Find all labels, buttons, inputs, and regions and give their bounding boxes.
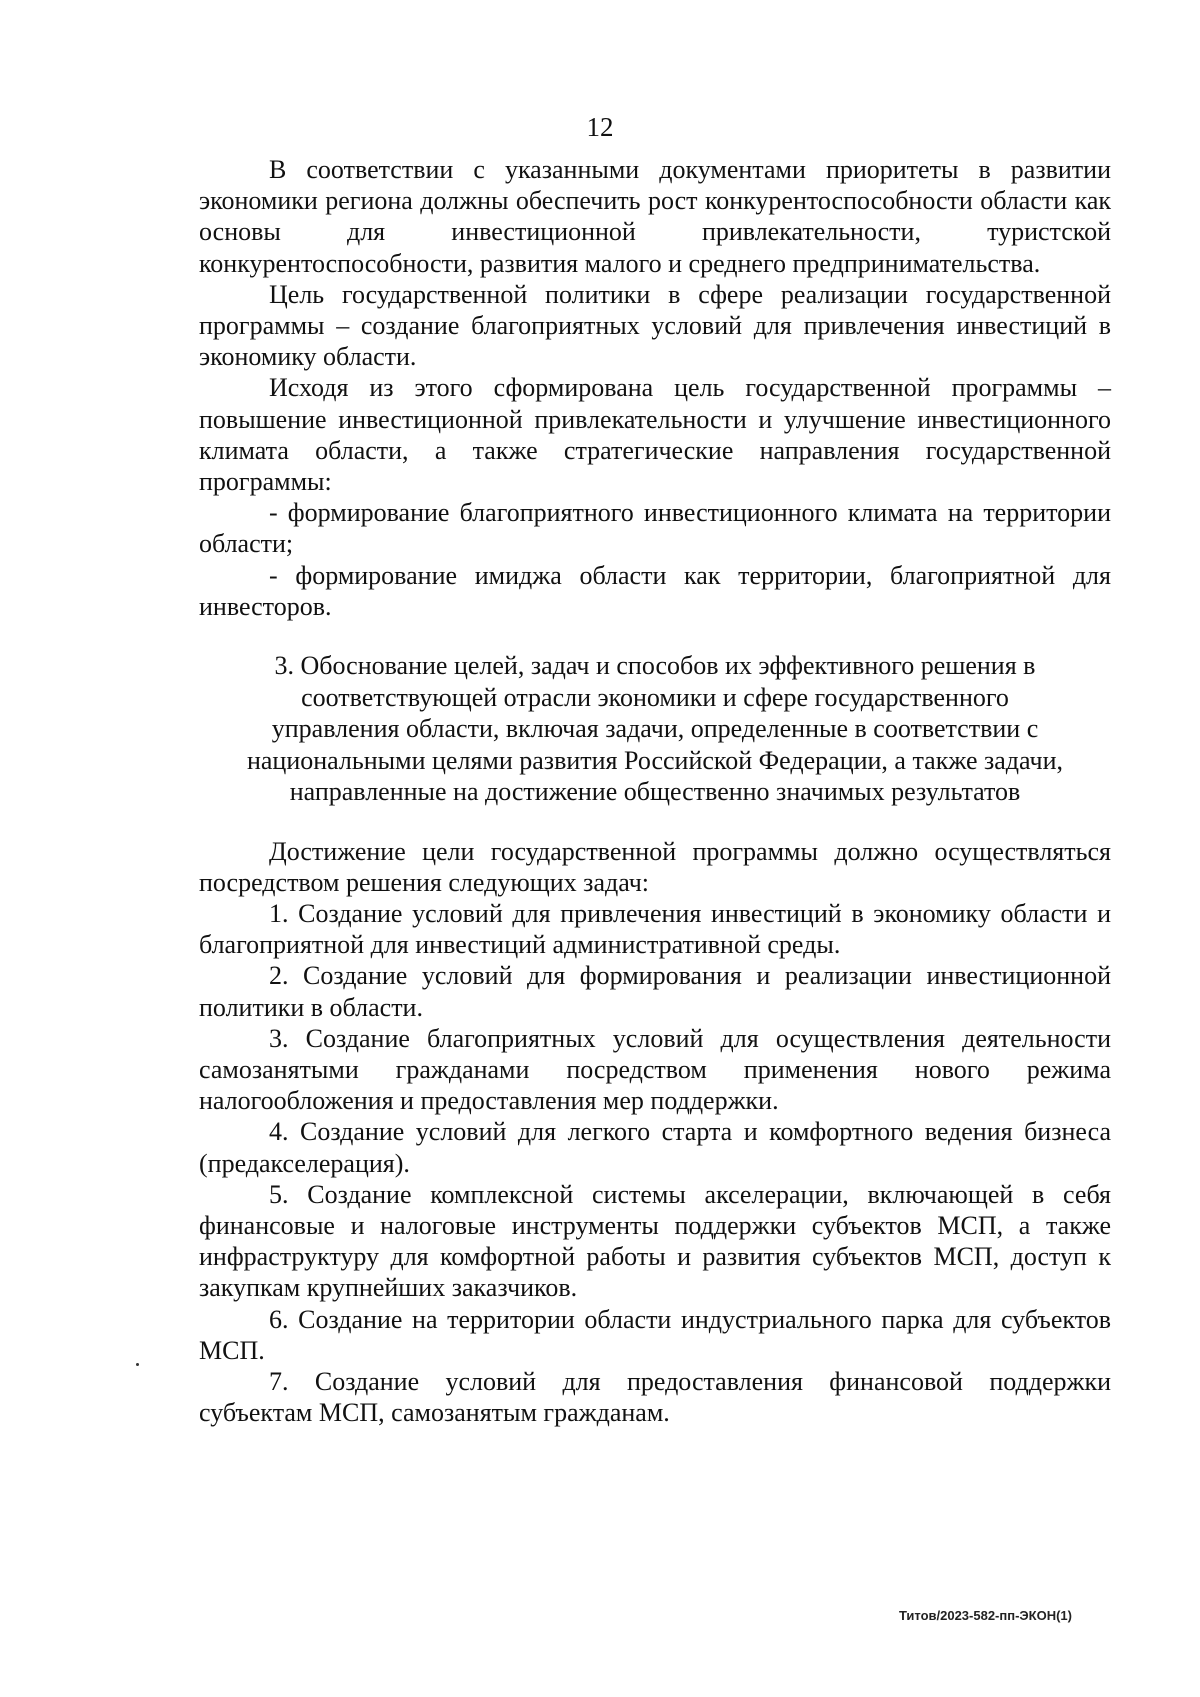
task-item-2: 2. Создание условий для формирования и реализации инвестиционной политики в области.	[199, 961, 1111, 1022]
section-heading-line: 3. Обоснование целей, задач и способов их эффективного решения в	[274, 651, 1036, 681]
paragraph-priorities: В соответствии с указанными документами приоритеты в развитии экономики региона должны обеспечить рост конкурентоспособности области как основы для инвестиционной привлекательности, туристской конкурентоспособности, развития малого и среднего предпринимательства.	[199, 155, 1111, 278]
list-item-direction-2: - формирование имиджа области как территории, благоприятной для инвесторов.	[199, 560, 1111, 621]
paragraph-tasks-intro: Достижение цели государственной программы должно осуществляться посредством решения следующих задач:	[199, 836, 1111, 897]
task-item-1: 1. Создание условий для привлечения инвестиций в экономику области и благоприятной для инвестиций административной среды.	[199, 898, 1111, 960]
section-heading-line: управления области, включая задачи, определенные в соответствии с	[271, 714, 1039, 744]
section-heading	[199, 650, 1111, 808]
task-item-6: 6. Создание на территории области индустриального парка для субъектов МСП.	[199, 1304, 1111, 1365]
task-item-4: 4. Создание условий для легкого старта и комфортного ведения бизнеса (предакселерация).	[199, 1117, 1111, 1178]
page-number: 12	[586, 112, 614, 142]
section-heading-line: направленные на достижение общественно значимых результатов	[289, 777, 1021, 807]
list-item-direction-1: - формирование благоприятного инвестиционного климата на территории области;	[199, 498, 1111, 559]
document-body	[199, 154, 1111, 1428]
paragraph-policy-goal: Цель государственной политики в сфере реализации государственной программы – создание благоприятных условий для привлечения инвестиций в экономику области.	[199, 279, 1111, 372]
section-heading-line: национальными целями развития Российской Федерации, а также задачи,	[246, 745, 1064, 775]
task-item-5: 5. Создание комплексной системы акселерации, включающей в себя финансовые и налоговые инструменты поддержки субъектов МСП, а также инфраструктуру для комфортной работы и развития субъектов МСП, доступ к закупкам крупнейших заказчиков.	[199, 1179, 1111, 1303]
document-code: Титов/2023-582-пп-ЭКОН(1)	[898, 1608, 1072, 1623]
task-item-3: 3. Создание благоприятных условий для осуществления деятельности самозанятыми гражданами посредством применения нового режима налогообложения и предоставления мер поддержки.	[199, 1023, 1111, 1116]
paragraph-program-goal: Исходя из этого сформирована цель государственной программы – повышение инвестиционной привлекательности и улучшение инвестиционного климата области, а также стратегические направления государственной программы:	[199, 373, 1111, 497]
task-item-7: 7. Создание условий для предоставления финансовой поддержки субъектам МСП, самозанятым гражданам.	[199, 1367, 1111, 1428]
section-heading-line: соответствующей отрасли экономики и сфере государственного	[301, 682, 1009, 712]
scan-speck	[136, 1363, 139, 1366]
